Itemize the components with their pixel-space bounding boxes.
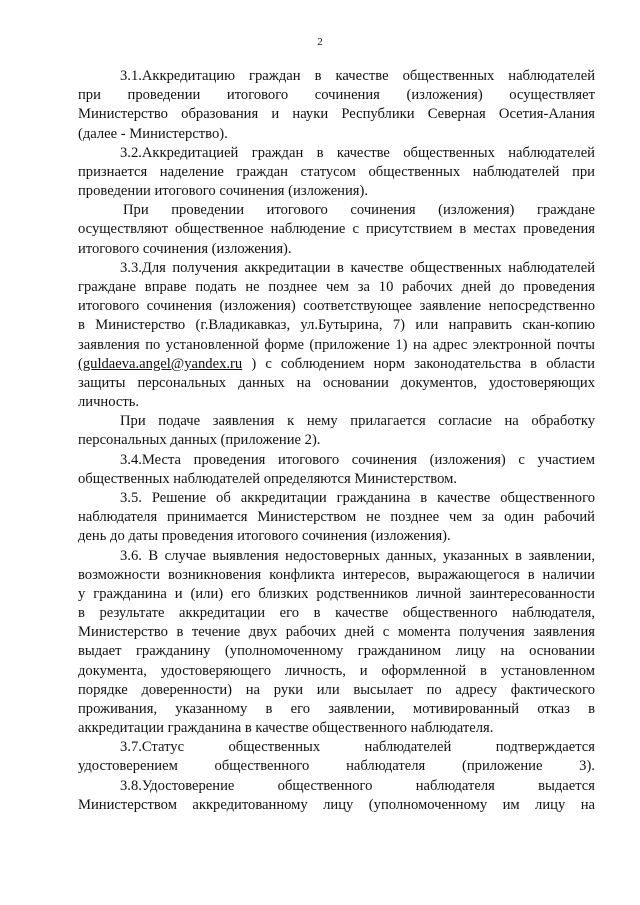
text-line	[78, 700, 595, 719]
text-line	[120, 777, 595, 796]
line-text: 3.4.Места проведения итогового сочинения (изложения) с участием	[120, 451, 595, 468]
text-line	[78, 182, 595, 201]
line-text: возможности возникновения конфликта интересов, выражающегося в наличии	[78, 566, 595, 583]
line-text: (далее - Министерство).	[78, 125, 228, 142]
text-line	[78, 316, 595, 335]
text-line	[78, 604, 595, 623]
text-line	[78, 585, 595, 604]
text-line	[120, 738, 595, 757]
text-line	[78, 470, 595, 489]
line-text: 3.3.Для получения аккредитации в качестве общественных наблюдателей	[120, 259, 595, 276]
text-line	[78, 86, 595, 105]
text-line	[78, 393, 595, 412]
text-line	[78, 125, 595, 144]
line-text: граждане вправе подать не позднее чем за 10 рабочих дней до проведения	[78, 278, 595, 295]
line-text: документа, удостоверяющего личность, и оформленной в установленном	[78, 662, 595, 679]
line-text: персональных данных (приложение 2).	[78, 432, 321, 449]
page-number: 2	[317, 36, 323, 48]
text-line	[120, 144, 595, 163]
line-text: удостоверением общественного наблюдателя (приложение 3).	[78, 758, 595, 775]
line-text: Министерство в течение двух рабочих дней с момента получения заявления	[78, 624, 595, 641]
text-line	[78, 374, 595, 393]
line-text: 3.6. В случае выявления недостоверных данных, указанных в заявлении,	[120, 547, 595, 564]
text-line	[123, 201, 595, 220]
line-text: признается наделение граждан статусом общественных наблюдателей при	[78, 163, 595, 180]
text-line	[120, 259, 595, 278]
text-line	[120, 489, 595, 508]
text-line	[78, 527, 595, 546]
line-text: итогового сочинения (изложения) соответствующее заявление непосредственно	[78, 298, 595, 315]
line-text: Министерством аккредитованному лицу (уполномоченному им лицу на	[78, 796, 595, 813]
text-line	[78, 642, 595, 661]
line-text: личность.	[78, 394, 140, 411]
line-text: проживания, указанному в его заявлении, мотивированный отказ в	[78, 700, 595, 717]
line-text: выдает гражданину (уполномоченному гражданином лицу на основании	[78, 643, 595, 660]
line-text: 3.7.Статус общественных наблюдателей подтверждается	[120, 739, 595, 756]
text-line	[78, 220, 595, 239]
line-text: 3.8.Удостоверение общественного наблюдателя выдается	[120, 777, 595, 794]
text-line	[120, 412, 595, 431]
line-text: При проведении итогового сочинения (изложения) граждане	[123, 202, 595, 219]
line-text: заявления по установленной форме (приложение 1) на адрес электронной почты	[78, 336, 595, 353]
text-line	[78, 623, 595, 642]
text-line	[120, 547, 595, 566]
text-line	[78, 757, 595, 776]
line-text: общественных наблюдателей определяются Министерством.	[78, 470, 457, 487]
text-line	[78, 662, 595, 681]
text-line	[78, 431, 595, 450]
text-line	[78, 336, 595, 355]
text-line	[120, 451, 595, 470]
text-line	[78, 681, 595, 700]
text-line	[78, 796, 595, 815]
line-text: при проведении итогового сочинения (изложения) осуществляет	[78, 87, 595, 104]
text-line	[78, 566, 595, 585]
line-text: проведении итогового сочинения (изложения).	[78, 183, 369, 200]
email-link[interactable]: (guldaeva.angel@yandex.ru	[78, 355, 243, 372]
line-text: 3.2.Аккредитацией граждан в качестве общественных наблюдателей	[120, 144, 595, 161]
line-text: При подаче заявления к нему прилагается согласие на обработку	[120, 413, 595, 430]
text-line	[78, 240, 595, 259]
line-text: аккредитации гражданина в качестве общественного наблюдателя.	[78, 720, 494, 737]
text-line	[78, 163, 595, 182]
line-text: Министерство образования и науки Республики Северная Осетия-Алания	[78, 106, 595, 123]
line-text: итогового сочинения (изложения).	[78, 240, 292, 257]
line-text: наблюдателя принимается Министерством не позднее чем за один рабочий	[78, 509, 595, 526]
line-text: в Министерство (г.Владикавказ, ул.Бутырина, 7) или направить скан-копию	[78, 317, 595, 334]
text-line	[78, 297, 595, 316]
text-line	[78, 719, 595, 738]
line-text: 3.1.Аккредитацию граждан в качестве общественных наблюдателей	[120, 68, 595, 84]
line-text: в результате аккредитации его в качестве общественного наблюдателя,	[78, 605, 595, 622]
text-line	[78, 508, 595, 527]
line-text: ) с соблюдением норм законодательства в области	[251, 355, 595, 372]
line-text: защиты персональных данных на основании документов, удостоверяющих	[78, 374, 595, 391]
line-text: осуществляют общественное наблюдение с присутствием в местах проведения	[78, 221, 595, 238]
line-text: день до даты проведения итогового сочинения (изложения).	[78, 528, 451, 545]
line-text: 3.5. Решение об аккредитации гражданина в качестве общественного	[120, 489, 595, 506]
text-line	[78, 355, 595, 374]
line-text: порядке доверенности) на руки или высылает по адресу фактического	[78, 681, 595, 698]
text-line	[120, 67, 595, 86]
text-line	[78, 105, 595, 124]
line-text: у гражданина и (или) его близких родственников личной заинтересованности	[78, 585, 595, 602]
text-line	[78, 278, 595, 297]
